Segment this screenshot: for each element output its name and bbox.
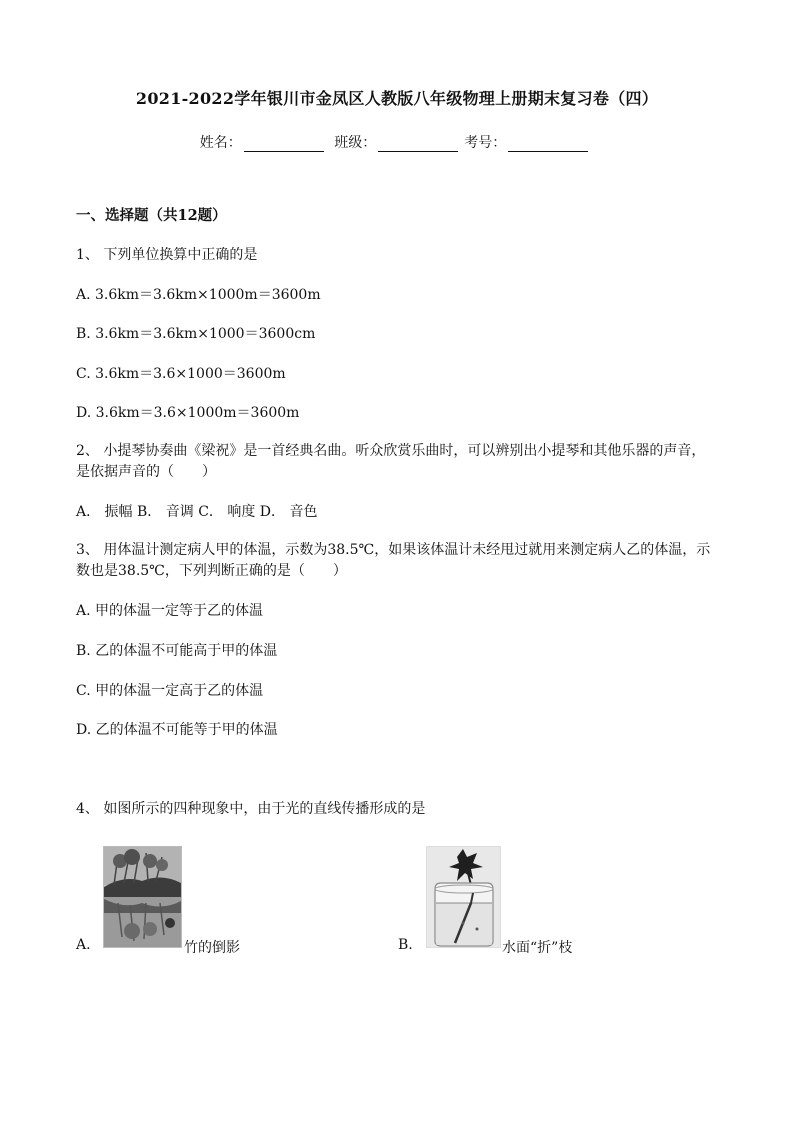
question-3-option-a: A. 甲的体温一定等于乙的体温	[76, 603, 264, 619]
exam-title: 2021-2022学年银川市金凤区人教版八年级物理上册期末复习卷（四）	[135, 89, 659, 108]
question-4-stem: 4、 如图所示的四种现象中，由于光的直线传播形成的是	[76, 801, 426, 817]
question-4-option-a-letter: A.	[76, 937, 91, 953]
question-1-stem: 1、 下列单位换算中正确的是	[76, 247, 258, 263]
question-2-stem: 2、 小提琴协奏曲《梁祝》是一首经典名曲。听众欣赏乐曲时，可以辨别出小提琴和其他乐器的声音，是依据声音的（ ）	[76, 443, 706, 480]
name-label: 姓名：	[199, 135, 242, 151]
question-3-option-b: B. 乙的体温不可能高于甲的体温	[76, 643, 278, 659]
student-info-line	[0, 132, 794, 152]
question-1-option-d: D. 3.6km＝3.6×1000m＝3600m	[76, 405, 300, 421]
question-4-option-b-letter: B.	[398, 937, 413, 953]
question-3-option-c: C. 甲的体温一定高于乙的体温	[76, 683, 264, 699]
question-1-option-a: A. 3.6km＝3.6km×1000m＝3600m	[76, 287, 321, 303]
bamboo-reflection-image	[103, 846, 182, 948]
question-3-stem: 3、 用体温计测定病人甲的体温，示数为38.5℃，如果该体温计未经甩过就用来测定病人乙的体温，示数也是38.5℃，下列判断正确的是（ ）	[76, 542, 711, 579]
class-label: 班级：	[334, 135, 377, 151]
question-4-option-b-caption: 水面“折”枝	[502, 940, 573, 956]
question-1-option-c: C. 3.6km＝3.6×1000＝3600m	[76, 366, 286, 382]
name-blank[interactable]	[244, 137, 324, 152]
question-4-option-a-caption: 竹的倒影	[184, 940, 240, 956]
question-1-option-b: B. 3.6km＝3.6km×1000＝3600cm	[76, 326, 316, 342]
question-2-options: A． 振幅 B． 音调 C． 响度 D． 音色	[76, 504, 318, 520]
section-heading: 一、选择题（共12题）	[76, 207, 227, 224]
class-blank[interactable]	[378, 137, 458, 152]
question-3-option-d: D. 乙的体温不可能等于甲的体温	[76, 722, 278, 738]
bent-branch-in-water-image	[426, 846, 501, 948]
exam-number-label: 考号：	[464, 135, 507, 151]
exam-number-blank[interactable]	[508, 137, 588, 152]
